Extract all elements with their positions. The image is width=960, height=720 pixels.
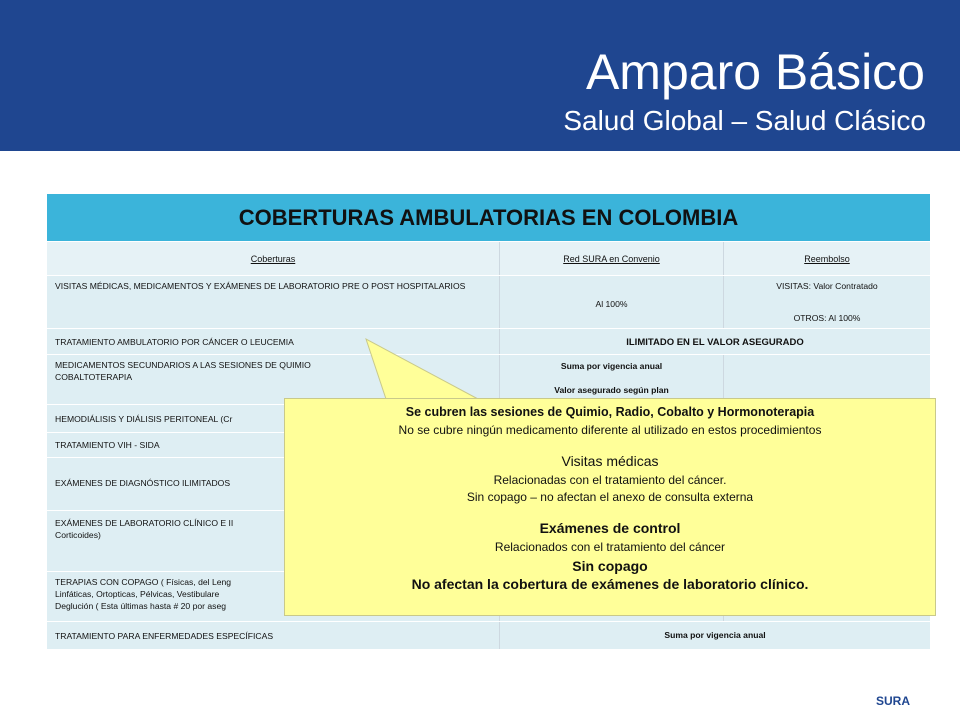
column-header-red-sura: Red SURA en Convenio: [500, 242, 724, 276]
row-coverage-label: TRATAMIENTO VIH - SIDA: [47, 433, 500, 458]
coverage-line: Deglución ( Esta últimas hasta # 20 por aseg: [55, 601, 227, 611]
table-row: [47, 621, 930, 649]
coverage-line: Corticoides): [55, 530, 101, 540]
row-coverage-label: HEMODIÁLISIS Y DIÁLISIS PERITONEAL (Cr: [47, 405, 500, 433]
callout-heading: Sin copago: [572, 558, 648, 574]
table-row: [47, 328, 930, 355]
row-coverage-label: TRATAMIENTO AMBULATORIO POR CÁNCER O LEUCEMIA: [47, 329, 500, 355]
coverage-line: EXÁMENES DE LABORATORIO CLÍNICO E II: [55, 518, 234, 528]
callout-line: Relacionadas con el tratamiento del cáncer.: [493, 473, 727, 487]
callout-heading: Visitas médicas: [561, 453, 659, 469]
page-subtitle: Salud Global – Salud Clásico: [563, 105, 926, 136]
column-header-coberturas: Coberturas: [47, 242, 500, 276]
row-coverage-label: TRATAMIENTO PARA ENFERMEDADES ESPECÍFICAS: [47, 622, 500, 649]
red-value-text: Suma por vigencia anual: [560, 361, 663, 371]
table-row: [47, 275, 930, 329]
coverage-line: MEDICAMENTOS SECUNDARIOS A LAS SESIONES DE QUIMIO: [55, 360, 311, 370]
callout-heading: Exámenes de control: [539, 520, 681, 536]
callout-line: No se cubre ningún medicamento diferente al utilizado en estos procedimientos: [398, 423, 822, 437]
row-reembolso-value: [724, 276, 930, 329]
header-band: [0, 0, 960, 151]
page-title: Amparo Básico: [585, 44, 925, 100]
table-header-row: [47, 241, 930, 276]
red-value-text: Valor asegurado según plan: [554, 385, 669, 395]
row-merged-value: Suma por vigencia anual: [664, 630, 766, 640]
callout-line: Se cubren las sesiones de Quimio, Radio, Cobalto y Hormonoterapia: [405, 405, 815, 419]
red-value-text: Al 100%: [595, 299, 628, 309]
reembolso-visitas: VISITAS: Valor Contratado: [776, 281, 878, 291]
callout-note: [284, 398, 936, 616]
row-coverage-label: EXÁMENES DE DIAGNÓSTICO ILIMITADOS: [47, 458, 500, 511]
coverage-line: Linfáticas, Ortopticas, Pélvicas, Vestibulare: [55, 589, 220, 599]
callout-line: No afectan la cobertura de exámenes de laboratorio clínico.: [411, 576, 809, 592]
coverage-line: COBALTOTERAPIA: [55, 372, 133, 382]
column-header-reembolso: Reembolso: [804, 254, 850, 264]
callout-line: Relacionados con el tratamiento del cáncer: [494, 540, 726, 554]
callout-line: Sin copago – no afectan el anexo de consulta externa: [466, 490, 754, 504]
coverage-line: TERAPIAS CON COPAGO ( Físicas, del Leng: [55, 577, 232, 587]
table-title: COBERTURAS AMBULATORIAS EN COLOMBIA: [47, 194, 930, 241]
row-red-value: [500, 276, 724, 329]
reembolso-otros: OTROS: Al 100%: [793, 313, 861, 323]
footer-brand: SURA: [875, 694, 910, 708]
row-coverage-label: VISITAS MÉDICAS, MEDICAMENTOS Y EXÁMENES DE LABORATORIO PRE O POST HOSPITALARIOS: [47, 276, 500, 329]
row-merged-value: ILIMITADO EN EL VALOR ASEGURADO: [626, 337, 804, 348]
